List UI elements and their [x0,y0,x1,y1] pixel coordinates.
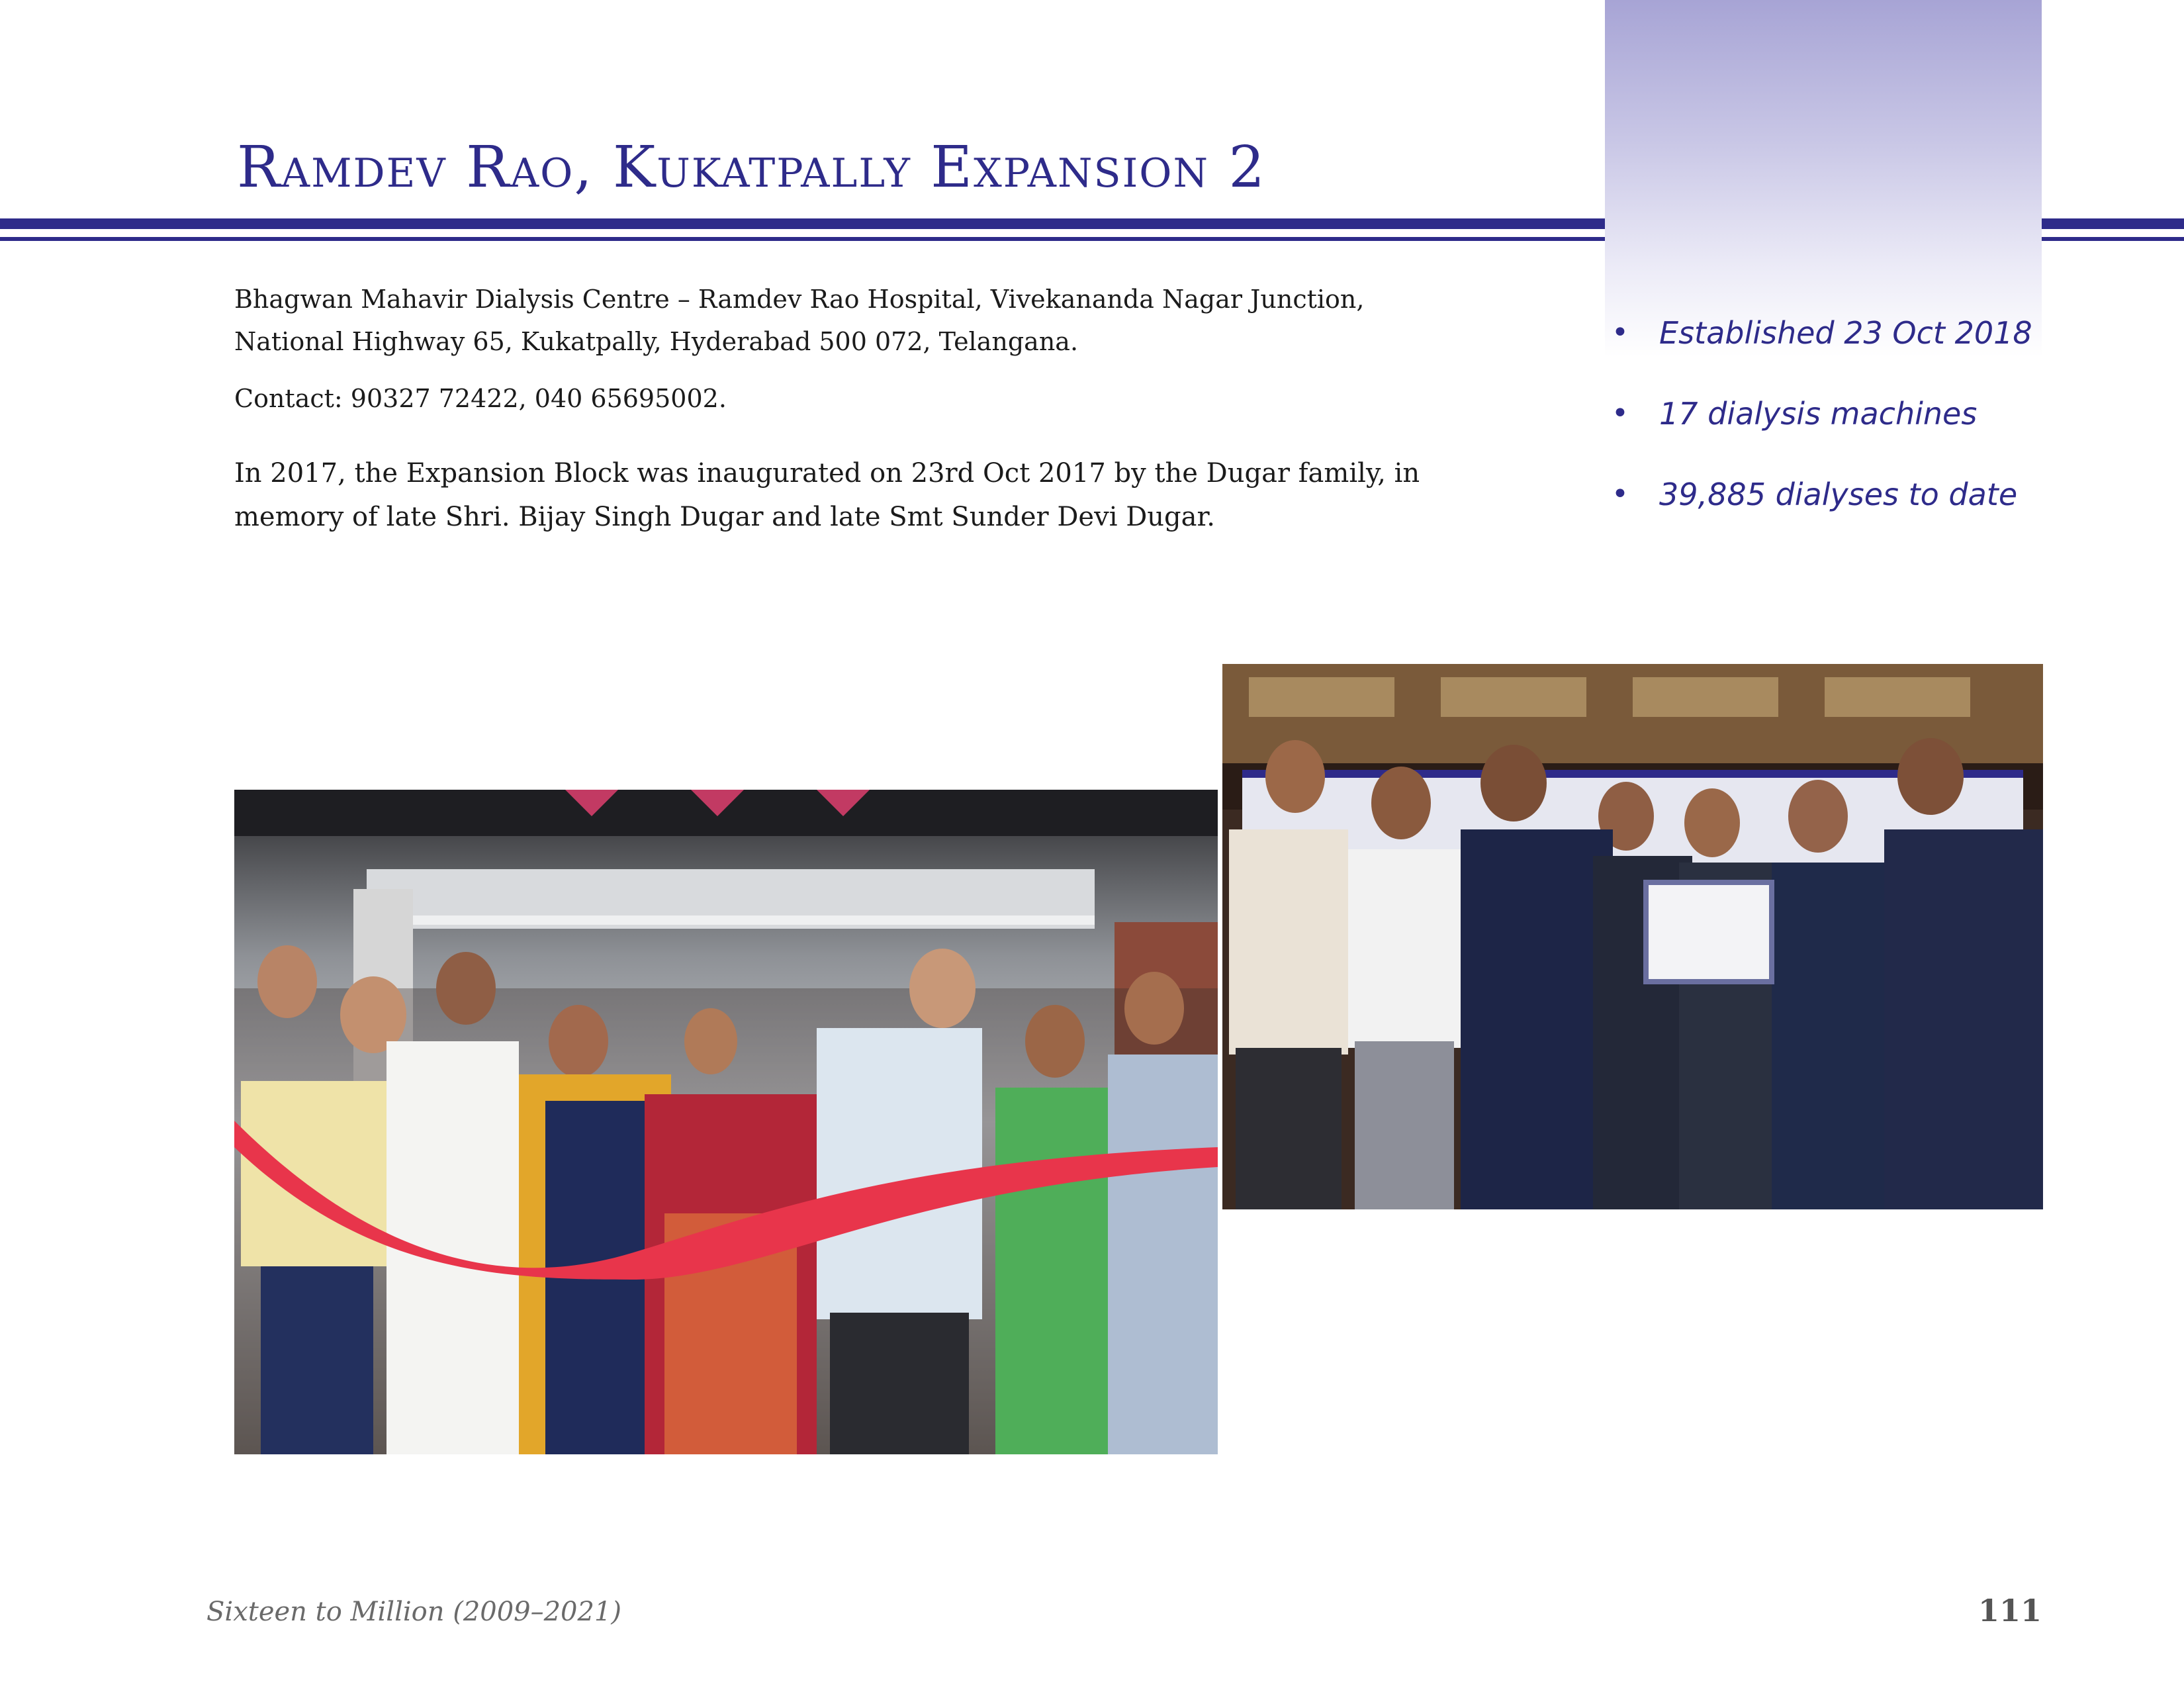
facts-list [1605,305,2042,547]
header-rule-thick-left [0,218,1605,229]
inauguration-photo [234,790,1218,1454]
fact-label: Established 23 Oct 2018 [1659,315,2032,351]
header-rule-thin-right [2042,237,2184,241]
fact-label: 17 dialysis machines [1659,396,1978,432]
side-panel-background [1605,0,2042,357]
history-text: In 2017, the Expansion Block was inaugurated on 23rd Oct 2017 by the Dugar family, in memory of late Shri. Bijay Singh Dugar and late Smt Sunder Devi Dugar. [234,458,1420,532]
award-presentation-photo-graphic [1222,664,2043,1209]
fact-dialyses [1605,466,2042,547]
contact-text: Contact: 90327 72422, 040 65695002. [234,384,727,413]
bullet-icon: • [1612,477,1629,511]
bullet-icon: • [1612,397,1629,430]
bullet-icon: • [1612,316,1629,350]
page-title: Ramdev Rao, Kukatpally Expansion 2 [237,134,1267,201]
inauguration-photo-graphic [234,790,1218,1454]
page-number: 111 [1978,1593,2042,1628]
footer-book-title: Sixteen to Million (2009–2021) [206,1597,622,1627]
address-text: Bhagwan Mahavir Dialysis Centre – Ramdev Rao Hospital, Vivekananda Nagar Junction, National Highway 65, Kukatpally, Hyderabad 500 072, Telangana. [234,285,1365,356]
header-rule-thick-right [2042,218,2184,229]
award-presentation-photo [1222,664,2043,1209]
fact-established [1605,305,2042,385]
fact-label: 39,885 dialyses to date [1659,477,2018,512]
header-rule-thin-left [0,237,1605,241]
fact-machines [1605,385,2042,466]
